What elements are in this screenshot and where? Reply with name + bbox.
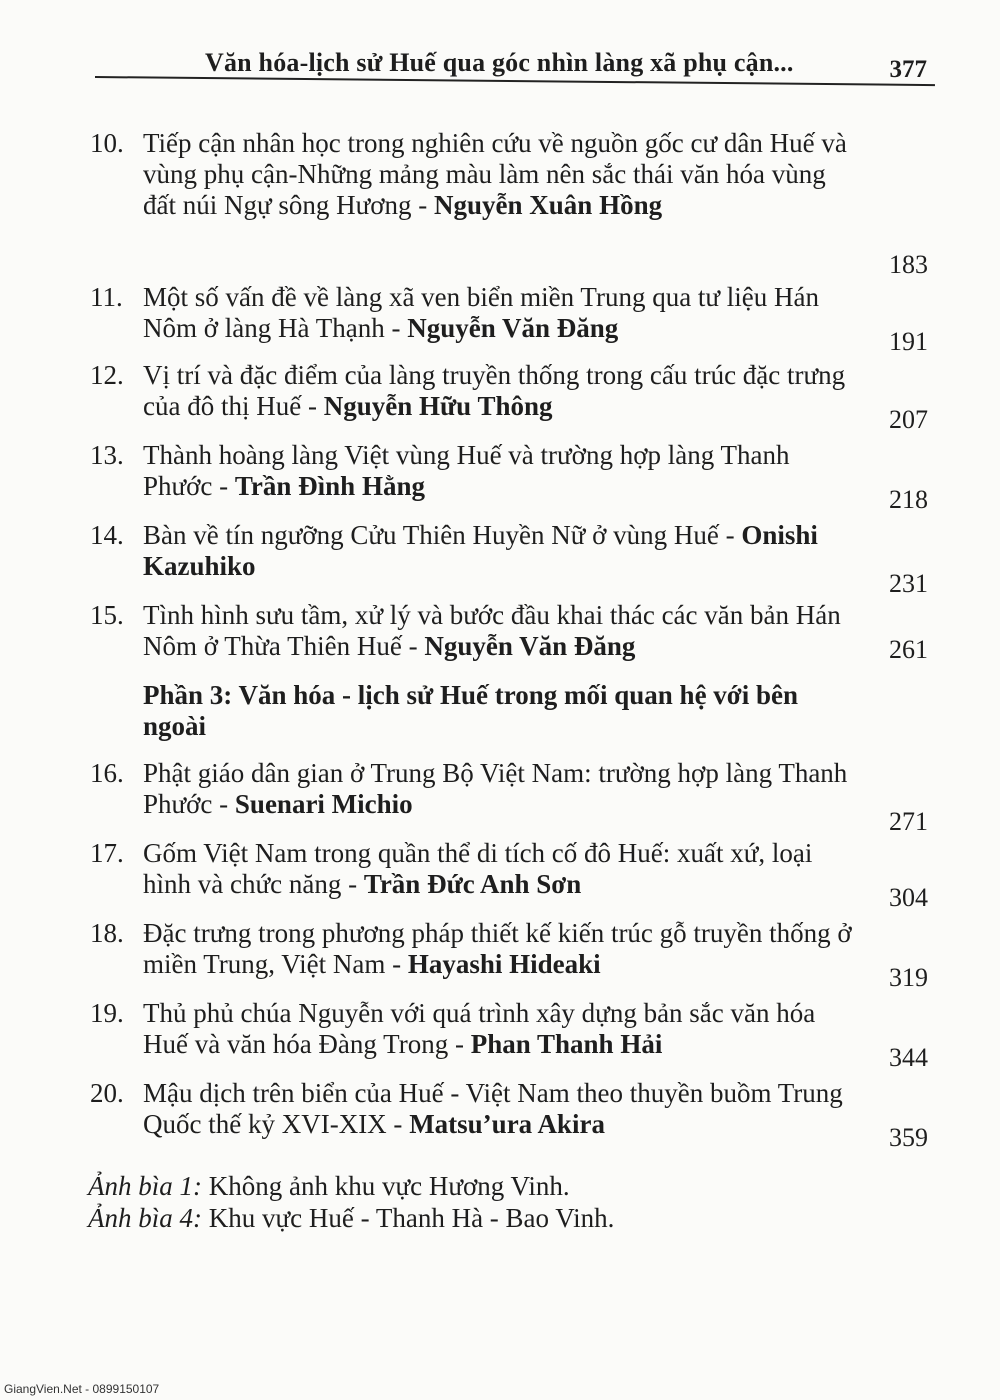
entry-page-number: 304: [889, 883, 928, 912]
entry-author: Suenari Michio: [234, 789, 413, 819]
running-header: [95, 40, 935, 100]
entry-page-number: 271: [889, 807, 928, 836]
entry-page-number: 359: [889, 1123, 928, 1152]
entry-page-number: 218: [889, 485, 928, 514]
page-number: 377: [889, 56, 927, 83]
entry-author: Trần Đức Anh Sơn: [363, 869, 582, 899]
toc-entry: [90, 758, 930, 838]
entry-title: Một số vấn đề về làng xã ven biển miền Trung qua tư liệu Hán Nôm ở làng Hà Thạnh - Nguyễn Văn Đăng: [143, 282, 820, 343]
cover-notes: [88, 1170, 614, 1234]
toc-entry: [90, 998, 930, 1078]
entry-page-number: 183: [889, 250, 928, 279]
entry-title: Tiếp cận nhân học trong nghiên cứu về nguồn gốc cư dân Huế và vùng phụ cận-Những mảng màu làm nên sắc thái văn hóa vùng đất núi Ngự sông Hương - Nguyễn Xuân Hồng: [143, 128, 847, 220]
cover-note: [88, 1202, 614, 1234]
entry-title: Vị trí và đặc điểm của làng truyền thống trong cấu trúc đặc trưng của đô thị Huế - Nguyễn Hữu Thông: [143, 360, 846, 421]
entry-title: Gốm Việt Nam trong quần thể di tích cố đô Huế: xuất xứ, loại hình và chức năng - Trần Đức Anh Sơn: [143, 838, 813, 899]
entry-page-number: 207: [889, 405, 928, 434]
entry-number: 11.: [90, 282, 123, 312]
entry-author: Trần Đình Hằng: [234, 471, 425, 501]
entry-author: Nguyễn Hữu Thông: [323, 391, 553, 421]
running-title: Văn hóa-lịch sử Huế qua góc nhìn làng xã phụ cận...: [205, 48, 794, 77]
toc-entry: [90, 918, 930, 998]
entry-author: Nguyễn Xuân Hồng: [434, 190, 663, 220]
toc-entry: [90, 1078, 930, 1158]
entry-author: Nguyễn Văn Đăng: [424, 631, 636, 661]
entry-number: 19.: [90, 998, 124, 1028]
table-of-contents: [90, 128, 930, 1158]
entry-number: 10.: [90, 128, 124, 158]
entry-page-number: 231: [889, 569, 928, 598]
entry-number: 16.: [90, 758, 124, 788]
entry-page-number: 261: [889, 635, 928, 664]
entry-author: Hayashi Hideaki: [407, 949, 601, 979]
entry-number: 12.: [90, 360, 124, 390]
toc-entry: [90, 128, 930, 282]
entry-number: 18.: [90, 918, 124, 948]
entry-title: Thành hoàng làng Việt vùng Huế và trường hợp làng Thanh Phước - Trần Đình Hằng: [143, 440, 790, 501]
toc-entry: [90, 520, 930, 600]
entry-title: Thủ phủ chúa Nguyễn với quá trình xây dựng bản sắc văn hóa Huế và văn hóa Đàng Trong - Phan Thanh Hải: [143, 998, 816, 1059]
entry-page-number: 344: [889, 1043, 928, 1072]
entry-author: Matsu’ura Akira: [409, 1109, 605, 1139]
entry-number: 20.: [90, 1078, 124, 1108]
entry-page-number: 191: [889, 327, 928, 356]
cover-note-text: Khu vực Huế - Thanh Hà - Bao Vinh.: [202, 1203, 615, 1233]
entry-author: Onishi Kazuhiko: [143, 520, 818, 581]
cover-note-text: Không ảnh khu vực Hương Vinh.: [202, 1171, 570, 1201]
watermark: GiangVien.Net - 0899150107: [4, 1382, 160, 1396]
entry-number: 13.: [90, 440, 124, 470]
cover-note-label: Ảnh bìa 1:: [88, 1171, 202, 1201]
section-heading: Phần 3: Văn hóa - lịch sử Huế trong mối quan hệ với bên ngoài: [143, 680, 799, 741]
entry-title: Đặc trưng trong phương pháp thiết kế kiến trúc gỗ truyền thống ở miền Trung, Việt Nam - Hayashi Hideaki: [143, 918, 852, 979]
entry-number: 15.: [90, 600, 124, 630]
toc-entry: [90, 838, 930, 918]
entry-number: 14.: [90, 520, 124, 550]
entry-title: Bàn về tín ngưỡng Cửu Thiên Huyền Nữ ở vùng Huế - Onishi Kazuhiko: [143, 520, 818, 581]
toc-entry: [90, 600, 930, 680]
entry-author: Phan Thanh Hải: [470, 1029, 663, 1059]
entry-page-number: 319: [889, 963, 928, 992]
entry-title: Mậu dịch trên biển của Huế - Việt Nam theo thuyền buồm Trung Quốc thế kỷ XVI-XIX - Matsu’ura Akira: [143, 1078, 843, 1139]
cover-note: [88, 1170, 614, 1202]
entry-author: Nguyễn Văn Đăng: [407, 313, 619, 343]
toc-entry: [90, 440, 930, 520]
toc-entry: [90, 282, 930, 360]
toc-entry: [90, 360, 930, 440]
entry-title: Phật giáo dân gian ở Trung Bộ Việt Nam: trường hợp làng Thanh Phước - Suenari Michio: [143, 758, 848, 819]
entry-title: Tình hình sưu tầm, xử lý và bước đầu khai thác các văn bản Hán Nôm ở Thừa Thiên Huế - Nguyễn Văn Đăng: [143, 600, 841, 661]
cover-note-label: Ảnh bìa 4:: [88, 1203, 202, 1233]
entry-number: 17.: [90, 838, 124, 868]
